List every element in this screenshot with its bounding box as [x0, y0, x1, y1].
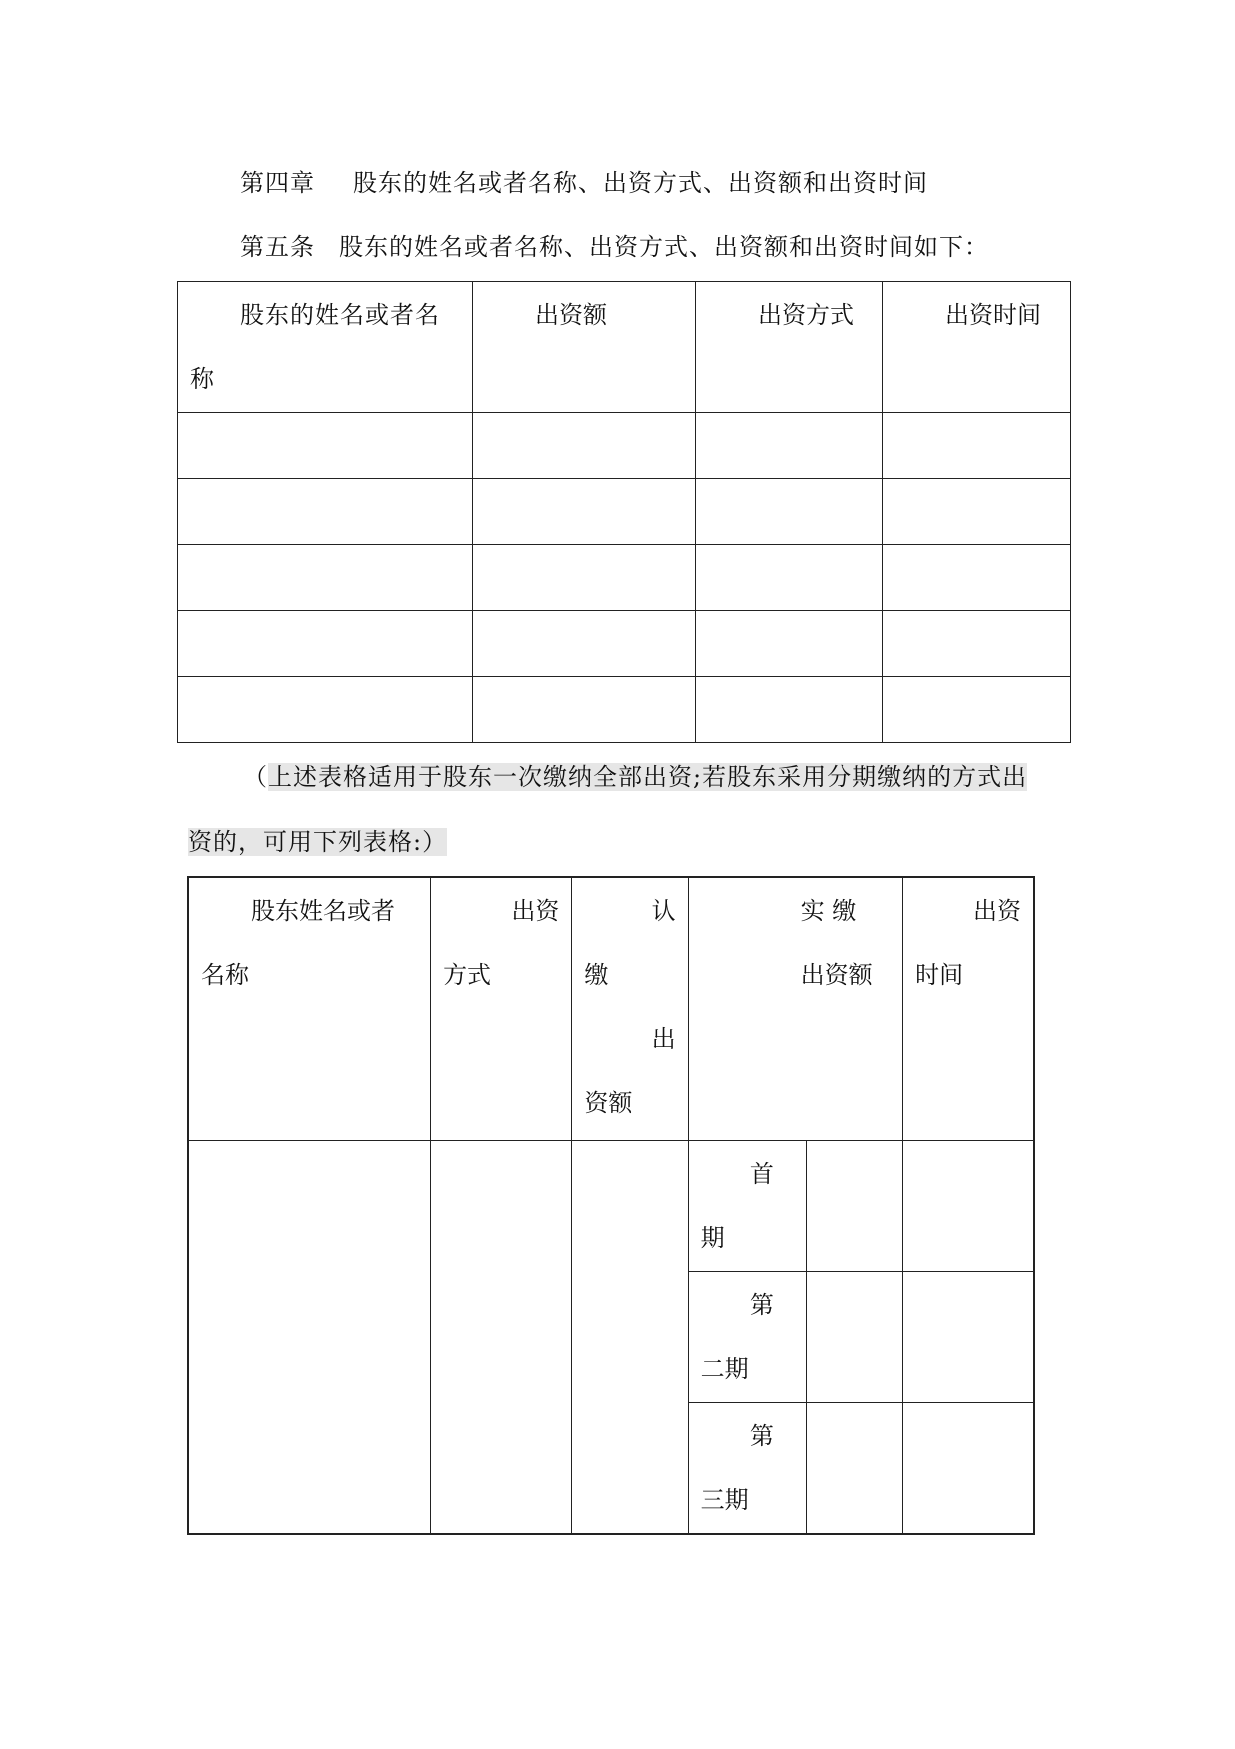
article-heading — [240, 232, 989, 262]
table-cell[interactable] — [178, 479, 473, 545]
table-cell[interactable] — [178, 545, 473, 611]
chapter-heading — [240, 168, 928, 198]
header-amount-label: 出资额 — [535, 301, 607, 329]
note-open-paren: （ — [243, 763, 268, 791]
table-cell[interactable] — [696, 545, 883, 611]
period-2-b: 二期 — [700, 1355, 749, 1383]
period-label-cell — [688, 1403, 806, 1535]
table-cell[interactable] — [883, 413, 1071, 479]
header-time-line1: 出资 — [973, 897, 1021, 925]
period-amount-cell[interactable] — [806, 1403, 902, 1535]
method-cell[interactable] — [431, 1141, 572, 1535]
header-method — [431, 877, 572, 1141]
header-name-line1: 股东的姓名或者名 — [240, 301, 440, 329]
period-amount-cell[interactable] — [806, 1272, 902, 1403]
table-header-row — [188, 877, 1034, 1141]
table-cell[interactable] — [696, 479, 883, 545]
header-method — [696, 282, 883, 413]
table-row — [178, 611, 1071, 677]
period-3-a: 第 — [749, 1422, 774, 1450]
article-text: 股东的姓名或者名称、出资方式、出资额和出资时间如下： — [339, 233, 989, 261]
header-method-line2: 方式 — [443, 961, 492, 989]
period-1-a: 首 — [749, 1160, 774, 1188]
period-2-a: 第 — [749, 1291, 774, 1319]
header-method-line1: 出资 — [511, 897, 560, 925]
table-cell[interactable] — [473, 479, 696, 545]
contribution-table-lump-sum — [177, 281, 1071, 743]
chapter-number: 第四章 — [240, 169, 315, 197]
table-cell[interactable] — [883, 479, 1071, 545]
table-row — [178, 677, 1071, 743]
header-shareholder-name — [178, 282, 473, 413]
header-shareholder-name — [188, 877, 431, 1141]
header-paid-line1: 实 缴 — [800, 897, 857, 925]
table-row — [178, 413, 1071, 479]
contribution-table-installments — [187, 876, 1035, 1535]
header-time-label: 出资时间 — [945, 301, 1041, 329]
table-cell[interactable] — [696, 413, 883, 479]
shareholder-name-cell[interactable] — [188, 1141, 431, 1535]
table-cell[interactable] — [696, 611, 883, 677]
table-cell[interactable] — [883, 545, 1071, 611]
period-3-b: 三期 — [700, 1486, 749, 1514]
header-subscribed-2: 缴 — [584, 961, 609, 989]
header-name-line1: 股东姓名或者 — [251, 897, 395, 925]
header-name-line2: 名称 — [201, 961, 249, 989]
table-cell[interactable] — [178, 611, 473, 677]
period-1-b: 期 — [700, 1224, 725, 1252]
table-cell[interactable] — [883, 611, 1071, 677]
header-time — [883, 282, 1071, 413]
chapter-title: 股东的姓名或者名称、出资方式、出资额和出资时间 — [353, 169, 928, 197]
table-note-line1 — [243, 762, 1027, 792]
period-time-cell[interactable] — [903, 1272, 1034, 1403]
table-cell[interactable] — [473, 677, 696, 743]
note-text-line1: 上述表格适用于股东一次缴纳全部出资;若股东采用分期缴纳的方式出 — [268, 763, 1028, 791]
period-time-cell[interactable] — [903, 1141, 1034, 1272]
header-paid-line2: 出资额 — [800, 961, 873, 989]
note-text-line2: 资的，可用下列表格:） — [188, 828, 448, 856]
header-paid-amount — [688, 877, 902, 1141]
subscribed-amount-cell[interactable] — [572, 1141, 688, 1535]
period-amount-cell[interactable] — [806, 1141, 902, 1272]
table-cell[interactable] — [883, 677, 1071, 743]
table-cell[interactable] — [178, 413, 473, 479]
table-cell[interactable] — [473, 413, 696, 479]
period-label-cell — [688, 1141, 806, 1272]
table-cell[interactable] — [473, 611, 696, 677]
period-time-cell[interactable] — [903, 1403, 1034, 1535]
table-row — [178, 479, 1071, 545]
header-time — [903, 877, 1034, 1141]
table-header-row — [178, 282, 1071, 413]
article-number: 第五条 — [240, 233, 315, 261]
period-label-cell — [688, 1272, 806, 1403]
table-row — [178, 545, 1071, 611]
table-note-line2 — [188, 827, 447, 857]
header-method-label: 出资方式 — [758, 301, 854, 329]
table-cell[interactable] — [178, 677, 473, 743]
header-subscribed-3: 出 — [651, 1025, 676, 1053]
header-time-line2: 时间 — [915, 961, 964, 989]
table-row — [188, 1141, 1034, 1272]
header-subscribed-amount — [572, 877, 688, 1141]
header-amount — [473, 282, 696, 413]
header-name-line2: 称 — [190, 365, 214, 393]
header-subscribed-1: 认 — [651, 897, 676, 925]
table-cell[interactable] — [473, 545, 696, 611]
table-cell[interactable] — [696, 677, 883, 743]
header-subscribed-4: 资额 — [584, 1089, 633, 1117]
